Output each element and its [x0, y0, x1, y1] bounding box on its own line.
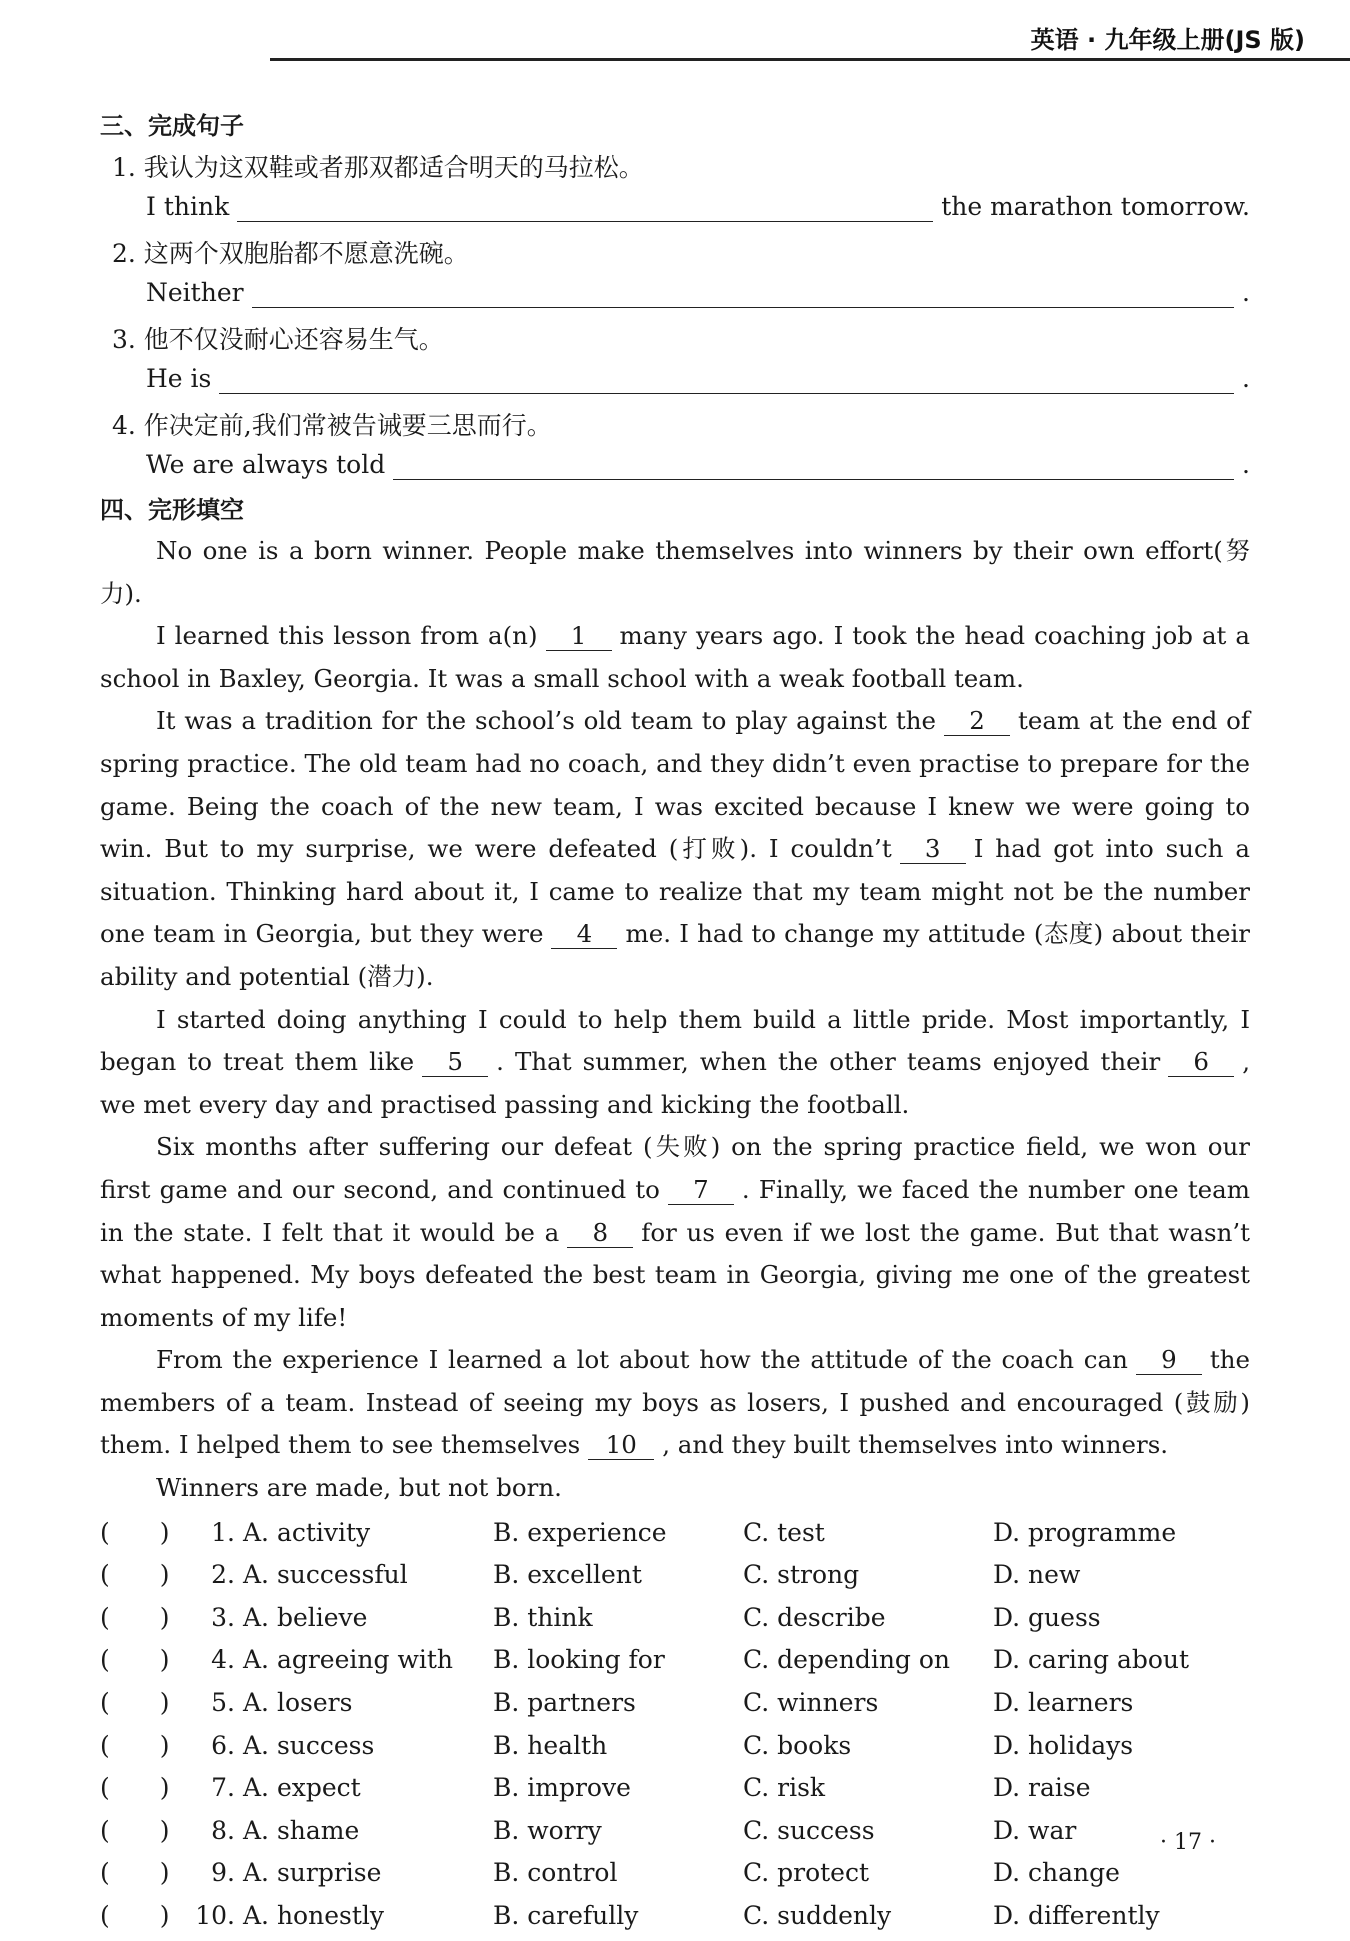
cloze-paragraph-1 [100, 530, 1250, 615]
option-c[interactable]: C. protect [743, 1858, 870, 1888]
option-c[interactable]: C. suddenly [743, 1901, 892, 1930]
question-number: 2. [211, 1560, 235, 1590]
question-number: 6. [211, 1730, 235, 1760]
question-number: 10. [195, 1901, 235, 1930]
option-c[interactable]: C. test [743, 1517, 825, 1547]
answer-paren[interactable]: ( ) [100, 1901, 170, 1930]
paragraph-text: I learned this lesson from a(n) [156, 621, 538, 651]
answer-lead: Neither [146, 278, 244, 307]
cloze-blank-2[interactable]: 2 [944, 707, 1010, 736]
cloze-blank-9[interactable]: 9 [1136, 1346, 1202, 1375]
paragraph-text: me. I had to change my attitude (态度) about their ability and potential (潜力). [100, 919, 1250, 991]
option-b[interactable]: B. excellent [493, 1560, 642, 1590]
cloze-blank-4[interactable]: 4 [551, 920, 617, 949]
paragraph-text: It was a tradition for the school’s old team to play against the [156, 706, 936, 736]
option-row [100, 1725, 1250, 1768]
cloze-blank-6[interactable]: 6 [1168, 1048, 1234, 1077]
paragraph-text: team at the end of spring practice. The old team had no coach, and they didn’t even practise to prepare for the game. Being the coach of the new team, I was excited because I knew we were going to win. But to my surprise, we were defeated (打败). I couldn’t [100, 706, 1250, 864]
answer-paren[interactable]: ( ) [100, 1815, 170, 1845]
option-d[interactable]: D. war [993, 1815, 1077, 1845]
page-header [0, 0, 1350, 62]
paragraph-text: . That summer, when the other teams enjoyed their [496, 1047, 1161, 1077]
sentence-item-1 [100, 146, 1250, 232]
answer-paren[interactable]: ( ) [100, 1560, 170, 1590]
option-row [100, 1682, 1250, 1725]
question-number: 3. [211, 1602, 235, 1632]
answer-paren[interactable]: ( ) [100, 1645, 170, 1675]
option-a[interactable]: A. success [243, 1730, 375, 1760]
cloze-blank-7[interactable]: 7 [668, 1176, 734, 1205]
answer-paren[interactable]: ( ) [100, 1602, 170, 1632]
cloze-blank-1[interactable]: 1 [546, 622, 612, 651]
paragraph-text: , we met every day and practised passing and kicking the football. [100, 1047, 1250, 1119]
cloze-blank-10[interactable]: 10 [588, 1431, 654, 1460]
option-a[interactable]: A. losers [243, 1688, 353, 1718]
option-a[interactable]: A. believe [243, 1602, 368, 1632]
cloze-paragraph-6 [100, 1339, 1250, 1467]
cloze-paragraph-4 [100, 999, 1250, 1127]
option-b[interactable]: B. worry [493, 1815, 602, 1845]
paragraph-text: . Finally, we faced the number one team in the state. I felt that it would be a [100, 1174, 1250, 1247]
answer-blank[interactable] [393, 479, 1234, 480]
option-b[interactable]: B. health [493, 1730, 608, 1760]
option-c[interactable]: C. describe [743, 1602, 886, 1632]
section-title-complete-sentences: 三、完成句子 [100, 112, 244, 140]
answer-blank[interactable] [252, 307, 1234, 308]
paragraph-text: I had got into such a situation. Thinking hard about it, I came to realize that my team might not be the number one team in Georgia, but they were [100, 834, 1250, 949]
answer-blank[interactable] [219, 393, 1234, 394]
option-b[interactable]: B. partners [493, 1688, 636, 1718]
option-c[interactable]: C. strong [743, 1560, 860, 1590]
option-c[interactable]: C. success [743, 1815, 875, 1845]
option-a[interactable]: A. successful [243, 1560, 408, 1590]
answer-paren[interactable]: ( ) [100, 1688, 170, 1718]
paragraph-text: No one is a born winner. People make themselves into winners by their own effort(努力). [100, 536, 1250, 608]
option-row [100, 1597, 1250, 1640]
option-d[interactable]: D. holidays [993, 1730, 1134, 1760]
answer-paren[interactable]: ( ) [100, 1858, 170, 1888]
answer-line [100, 361, 1250, 404]
sentence-prompt: 4. 作决定前,我们常被告诫要三思而行。 [112, 411, 552, 440]
option-c[interactable]: C. winners [743, 1688, 879, 1718]
answer-tail: the marathon tomorrow. [941, 192, 1250, 221]
option-a[interactable]: A. agreeing with [243, 1645, 453, 1675]
option-d[interactable]: D. change [993, 1858, 1120, 1888]
option-a[interactable]: A. shame [243, 1815, 360, 1845]
sentence-item-3 [100, 318, 1250, 404]
option-b[interactable]: B. think [493, 1602, 593, 1632]
option-row [100, 1895, 1250, 1938]
paragraph-text: the members of a team. Instead of seeing my boys as losers, I pushed and encouraged (鼓励) them. I helped them to see themselves [100, 1345, 1250, 1460]
option-row [100, 1810, 1250, 1853]
option-d[interactable]: D. learners [993, 1688, 1134, 1718]
question-number: 5. [211, 1688, 235, 1718]
paragraph-text: for us even if we lost the game. But that wasn’t what happened. My boys defeated the best team in Georgia, giving me one of the greatest moments of my life! [100, 1217, 1250, 1332]
sentence-prompt: 2. 这两个双胞胎都不愿意洗碗。 [112, 239, 469, 268]
option-d[interactable]: D. differently [993, 1901, 1160, 1930]
answer-lead: We are always told [146, 450, 386, 479]
answer-paren[interactable]: ( ) [100, 1517, 170, 1547]
answer-line [100, 189, 1250, 232]
answer-line [100, 275, 1250, 318]
paragraph-text: Winners are made, but not born. [156, 1473, 562, 1503]
cloze-paragraph-7 [100, 1467, 1250, 1510]
section-title-cloze: 四、完形填空 [100, 496, 244, 524]
question-number: 4. [211, 1645, 235, 1675]
answer-paren[interactable]: ( ) [100, 1730, 170, 1760]
option-row [100, 1639, 1250, 1682]
option-d[interactable]: D. programme [993, 1517, 1177, 1547]
option-c[interactable]: C. books [743, 1730, 852, 1760]
answer-lead: He is [146, 364, 212, 393]
paragraph-text: From the experience I learned a lot about how the attitude of the coach can [156, 1345, 1128, 1375]
page-number: · 17 · [1160, 1830, 1216, 1855]
cloze-paragraph-3 [100, 700, 1250, 998]
question-number: 1. [211, 1517, 235, 1547]
option-d[interactable]: D. new [993, 1560, 1081, 1590]
answer-tail: . [1242, 364, 1250, 393]
option-d[interactable]: D. caring about [993, 1645, 1190, 1675]
cloze-paragraph-5 [100, 1126, 1250, 1339]
option-row [100, 1767, 1250, 1810]
answer-line [100, 447, 1250, 490]
option-a[interactable]: A. honestly [243, 1901, 384, 1930]
question-number: 9. [211, 1858, 235, 1888]
sentence-prompt: 1. 我认为这双鞋或者那双都适合明天的马拉松。 [112, 153, 644, 182]
option-row [100, 1554, 1250, 1597]
header-rule [270, 58, 1350, 61]
option-a[interactable]: A. activity [243, 1517, 371, 1547]
paragraph-text: Six months after suffering our defeat (失败) on the spring practice field, we won our first game and our second, and continued to [100, 1132, 1250, 1204]
option-b[interactable]: B. carefully [493, 1901, 639, 1930]
option-a[interactable]: A. expect [243, 1773, 361, 1803]
option-b[interactable]: B. improve [493, 1773, 631, 1803]
answer-lead: I think [146, 192, 230, 221]
question-number: 8. [211, 1815, 235, 1845]
sentence-item-4 [100, 404, 1250, 490]
option-b[interactable]: B. looking for [493, 1645, 665, 1675]
option-c[interactable]: C. risk [743, 1773, 826, 1803]
paragraph-text: , and they built themselves into winners. [662, 1430, 1169, 1460]
book-title: 英语 · 九年级上册(JS 版) [1030, 26, 1305, 54]
cloze-blank-5[interactable]: 5 [422, 1048, 488, 1077]
answer-tail: . [1242, 450, 1250, 479]
option-b[interactable]: B. experience [493, 1517, 667, 1547]
paragraph-text: I started doing anything I could to help them build a little pride. Most importantly, I began to treat them like [100, 1004, 1250, 1077]
options-list [100, 1512, 1250, 1938]
paragraph-text: many years ago. I took the head coaching job at a school in Baxley, Georgia. It was a small school with a weak football team. [100, 621, 1250, 693]
page-content [100, 106, 1250, 1938]
option-row [100, 1852, 1250, 1895]
sentence-prompt: 3. 他不仅没耐心还容易生气。 [112, 325, 444, 354]
question-number: 7. [211, 1773, 235, 1803]
option-c[interactable]: C. depending on [743, 1645, 951, 1675]
option-d[interactable]: D. raise [993, 1773, 1091, 1803]
option-row [100, 1512, 1250, 1555]
answer-paren[interactable]: ( ) [100, 1773, 170, 1803]
option-d[interactable]: D. guess [993, 1602, 1101, 1632]
option-b[interactable]: B. control [493, 1858, 618, 1888]
answer-blank[interactable] [237, 221, 933, 222]
cloze-paragraph-2 [100, 615, 1250, 700]
option-a[interactable]: A. surprise [243, 1858, 382, 1888]
cloze-blank-3[interactable]: 3 [900, 835, 966, 864]
sentence-item-2 [100, 232, 1250, 318]
cloze-blank-8[interactable]: 8 [567, 1219, 633, 1248]
answer-tail: . [1242, 278, 1250, 307]
